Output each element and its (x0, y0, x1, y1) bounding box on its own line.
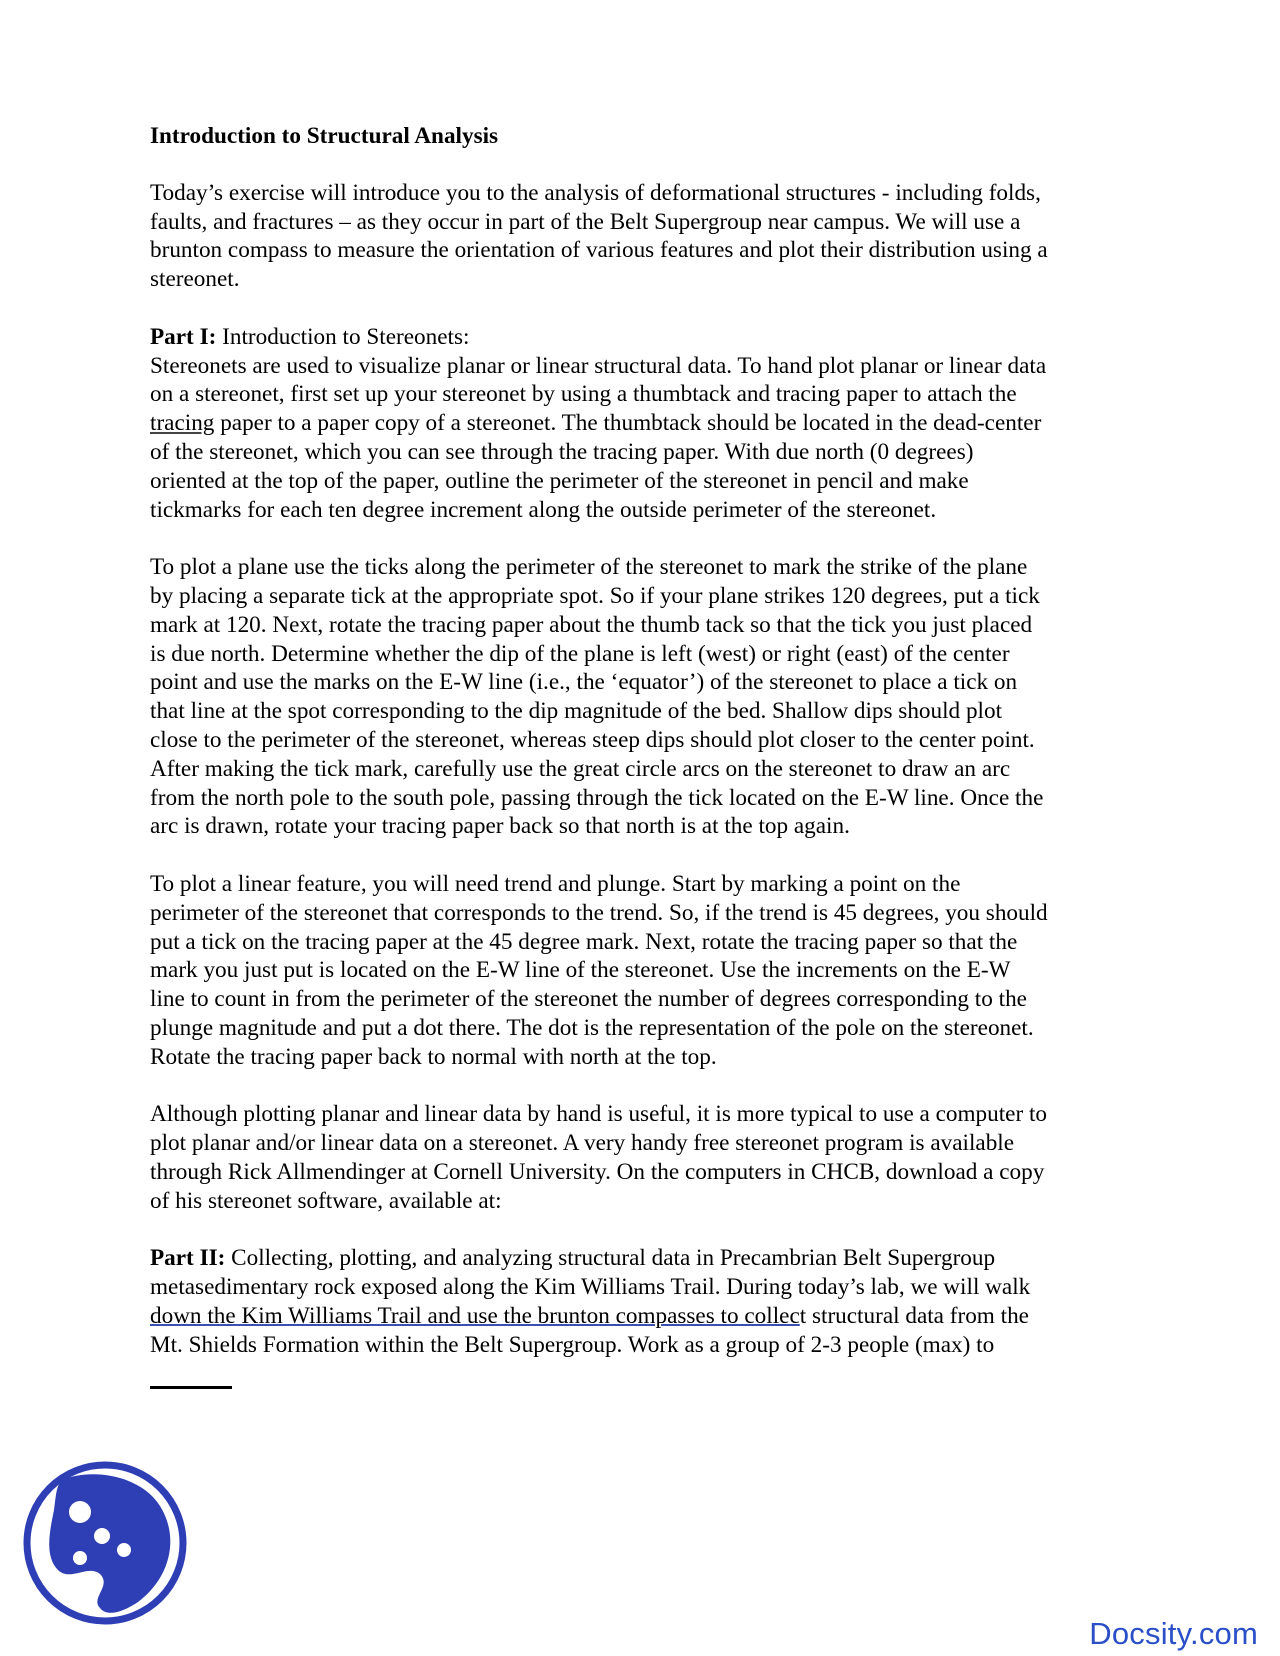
text-line: perimeter of the stereonet that corresponds to the trend. So, if the trend is 45 degrees, you should (150, 899, 1048, 926)
text-line (150, 409, 1140, 438)
footnote-separator (150, 1386, 232, 1389)
plane-paragraph (150, 553, 1140, 841)
text-line (150, 1302, 1140, 1331)
text-line: To plot a linear feature, you will need trend and plunge. Start by marking a point on the (150, 870, 961, 897)
text-line: is due north. Determine whether the dip of the plane is left (west) or right (east) of the center (150, 640, 1010, 667)
text-line: stereonet. (150, 266, 240, 293)
part1-heading-text: Introduction to Stereonets: (216, 323, 470, 350)
text-line: by placing a separate tick at the appropriate spot. So if your plane strikes 120 degrees, put a tick (150, 582, 1040, 609)
text-line: close to the perimeter of the stereonet, whereas steep dips should plot closer to the center point. (150, 726, 1035, 753)
text-line: mark at 120. Next, rotate the tracing paper about the thumb tack so that the tick you just placed (150, 611, 1033, 638)
text-line: tickmarks for each ten degree increment along the outside perimeter of the stereonet. (150, 496, 937, 523)
text-line: metasedimentary rock exposed along the Kim Williams Trail. During today’s lab, we will walk (150, 1274, 1031, 1301)
text-line: Mt. Shields Formation within the Belt Supergroup. Work as a group of 2-3 people (max) to (150, 1331, 995, 1358)
text-line: Today’s exercise will introduce you to the analysis of deformational structures - including folds, (150, 179, 1041, 206)
part1-heading (150, 323, 1140, 352)
document-body (150, 122, 1140, 1359)
text-line: through Rick Allmendinger at Cornell University. On the computers in CHCB, download a copy (150, 1158, 1045, 1185)
text-line: of the stereonet, which you can see through the tracing paper. With due north (0 degrees) (150, 438, 974, 465)
text-line: To plot a plane use the ticks along the perimeter of the stereonet to mark the strike of the plane (150, 554, 1028, 581)
part2-paragraph (150, 1244, 1140, 1359)
computer-paragraph (150, 1100, 1140, 1215)
part2-heading (150, 1244, 1140, 1273)
text-line: point and use the marks on the E-W line (i.e., the ‘equator’) of the stereonet to place a tick on (150, 669, 1018, 696)
underlined-word: tracing (150, 410, 215, 437)
text-line: from the north pole to the south pole, passing through the tick located on the E-W line. Once the (150, 784, 1044, 811)
underlined-phrase: down the Kim Williams Trail and use the brunton compasses to collec (150, 1302, 800, 1329)
text-line: Rotate the tracing paper back to normal with north at the top. (150, 1043, 717, 1070)
page-title: Introduction to Structural Analysis (150, 123, 499, 149)
intro-paragraph (150, 179, 1140, 294)
text-line-rest: t structural data from the (799, 1302, 1029, 1329)
part1-paragraph (150, 323, 1140, 525)
text-line: plot planar and/or linear data on a stereonet. A very handy free stereonet program is available (150, 1130, 1015, 1157)
text-line-rest: paper to a paper copy of a stereonet. The thumbtack should be located in the dead-center (214, 410, 1042, 437)
text-line: brunton compass to measure the orientation of various features and plot their distribution using a (150, 237, 1048, 264)
text-line: arc is drawn, rotate your tracing paper back so that north is at the top again. (150, 813, 850, 840)
text-line: faults, and fractures – as they occur in part of the Belt Supergroup near campus. We will use a (150, 208, 1021, 235)
text-line: plunge magnitude and put a dot there. The dot is the representation of the pole on the stereonet. (150, 1014, 1034, 1041)
text-line: Although plotting planar and linear data by hand is useful, it is more typical to use a computer to (150, 1101, 1048, 1128)
text-line: mark you just put is located on the E-W line of the stereonet. Use the increments on the E-W (150, 957, 1011, 984)
text-line: of his stereonet software, available at: (150, 1187, 502, 1214)
text-line: oriented at the top of the paper, outline the perimeter of the stereonet in pencil and make (150, 467, 969, 494)
text-line: put a tick on the tracing paper at the 45 degree mark. Next, rotate the tracing paper so that the (150, 928, 1018, 955)
part1-label: Part I: (150, 323, 217, 350)
text-line: on a stereonet, first set up your stereonet by using a thumbtack and tracing paper to attach the (150, 381, 1017, 408)
text-line: that line at the spot corresponding to the dip magnitude of the bed. Shallow dips should plot (150, 698, 1003, 725)
text-line: After making the tick mark, carefully use the great circle arcs on the stereonet to draw an arc (150, 755, 1011, 782)
docsity-logo-icon[interactable] (20, 1458, 190, 1628)
docsity-brand-link[interactable]: Docsity.com (1089, 1616, 1258, 1651)
text-line: line to count in from the perimeter of the stereonet the number of degrees corresponding to the (150, 986, 1027, 1013)
part2-heading-text: Collecting, plotting, and analyzing structural data in Precambrian Belt Supergroup (225, 1245, 996, 1272)
part2-label: Part II: (150, 1245, 226, 1272)
linear-paragraph (150, 870, 1140, 1072)
text-line: Stereonets are used to visualize planar or linear structural data. To hand plot planar or linear data (150, 352, 1047, 379)
